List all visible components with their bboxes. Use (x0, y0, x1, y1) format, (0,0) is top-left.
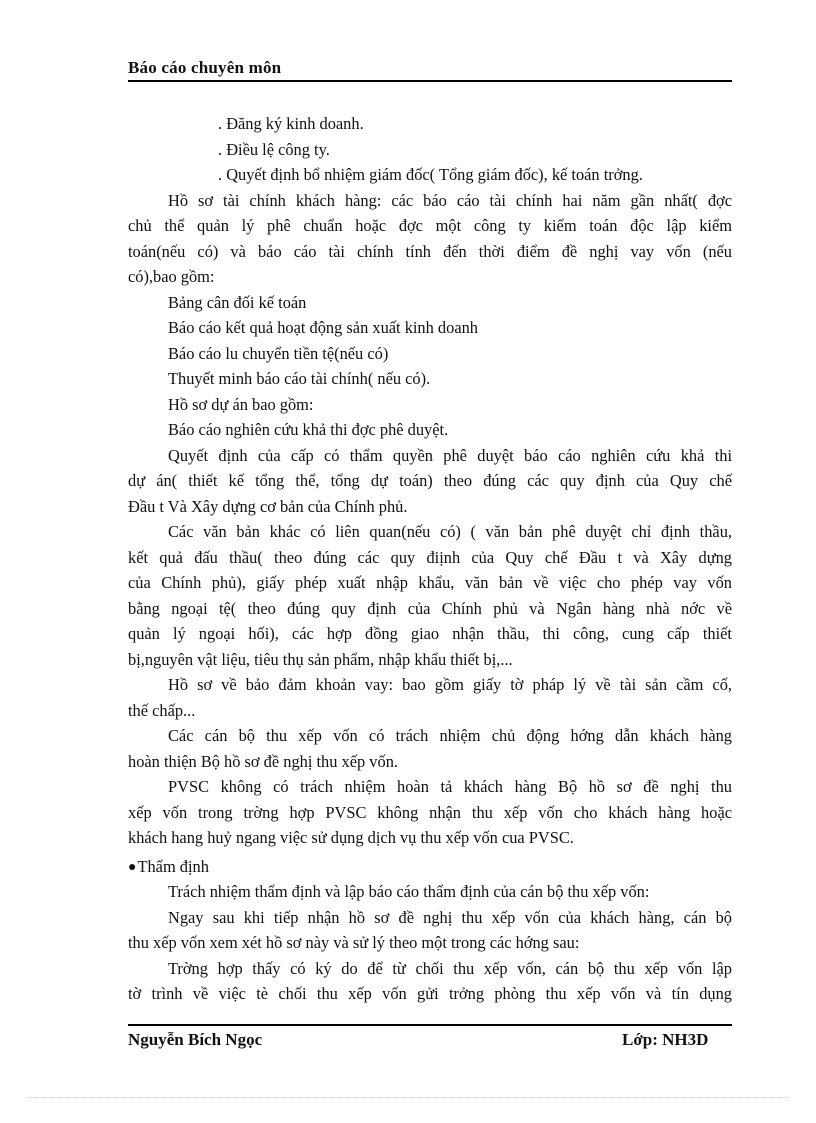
page-bottom-divider (28, 1097, 788, 1098)
paragraph-line: Quyết định của cấp có thẩm quyền phê duyệt báo cáo nghiên cứu khả thi (168, 445, 732, 465)
paragraph-line: thế chấp... (128, 700, 196, 720)
list-item: Báo cáo kết quả hoạt động sản xuất kinh doanh (168, 318, 478, 337)
paragraph-line: Hồ sơ tài chính khách hàng: các báo cáo tài chính hai năm gần nhất( đợc (168, 190, 732, 210)
paragraph-line: Hồ sơ về bảo đảm khoản vay: bao gồm giấy tờ pháp lý về tài sản cầm cố, (168, 675, 732, 694)
section-heading (128, 854, 732, 880)
section-heading-text: Thẩm định (137, 856, 209, 876)
paragraph-line: toán(nếu có) và báo cáo tài chính tính đến thời điểm đề nghị vay vốn (nếu (128, 241, 732, 261)
paragraph-line: có),bao gồm: (128, 267, 215, 286)
paragraph-line: dự án( thiết kế tổng thể, tổng dự toán) theo đúng các quy định của Quy chế (128, 471, 732, 490)
paragraph-line: tờ trình về việc tè chối thu xếp vốn gửi trởng phòng thu xếp vốn và tín dụng (128, 984, 732, 1003)
list-item: . Đăng ký kinh doanh. (218, 114, 364, 133)
footer-rule (128, 1024, 732, 1026)
paragraph-line: khách hang huỷ ngang việc sử dụng dịch vụ thu xếp vốn cua PVSC. (128, 828, 574, 847)
bullet-icon: ● (128, 859, 137, 875)
list-item: . Điều lệ công ty. (218, 139, 330, 159)
paragraph-line: kết quả đấu thầu( theo đúng các quy điịnh của Quy chế Đầu t và Xây dựng (128, 547, 732, 567)
paragraph-line: xếp vốn trong trờng hợp PVSC không nhận thu xếp vốn cho khách hàng hoặc (128, 802, 732, 822)
list-item: Hồ sơ dự án bao gồm: (168, 394, 314, 414)
list-item: Báo cáo nghiên cứu khả thi đợc phê duyệt. (168, 420, 449, 439)
list-item: . Quyết định bổ nhiệm giám đốc( Tổng giám đốc), kế toán trởng. (218, 165, 643, 184)
paragraph-line: quản lý ngoại hối), các hợp đồng giao nhận thầu, thi công, cung cấp thiết (128, 624, 732, 643)
paragraph-line: bị,nguyên vật liệu, tiêu thụ sản phẩm, nhập khẩu thiết bị,... (128, 649, 513, 669)
paragraph-line: Các cán bộ thu xếp vốn có trách nhiệm chủ động hớng dẫn khách hàng (168, 726, 732, 745)
paragraph-line: hoàn thiện Bộ hồ sơ đề nghị thu xếp vốn. (128, 751, 398, 771)
paragraph-line: Trách nhiệm thẩm định và lập báo cáo thẩm định của cán bộ thu xếp vốn: (168, 882, 650, 901)
paragraph-line: bằng ngoại tệ( theo đúng quy định của Chính phủ và Ngân hàng nhà nớc về (128, 598, 732, 618)
paragraph-line: Ngay sau khi tiếp nhận hồ sơ đề nghị thu xếp vốn của khách hàng, cán bộ (168, 907, 732, 927)
footer-class: Lớp: NH3D (622, 1030, 709, 1049)
header-rule (128, 80, 732, 82)
document-body (128, 111, 732, 1007)
list-item: Bảng cân đối kế toán (168, 292, 307, 312)
paragraph-line: Trờng hợp thấy có ký do để từ chối thu xếp vốn, cán bộ thu xếp vốn lập (168, 958, 732, 978)
paragraph-line: của Chính phủ), giấy phép xuất nhập khẩu, văn bản về việc cho phép vay vốn (128, 573, 732, 592)
paragraph-line: PVSC không có trách nhiệm hoàn tả khách hàng Bộ hồ sơ đề nghị thu (168, 777, 732, 796)
list-item: Báo cáo lu chuyển tiền tệ(nếu có) (168, 343, 389, 363)
paragraph-line: Đầu t Và Xây dựng cơ bản của Chính phủ. (128, 496, 408, 516)
paragraph-line: chủ thể quản lý phê chuẩn hoặc đợc một công ty kiểm toán độc lập kiểm (128, 216, 732, 235)
paragraph-line: Các văn bản khác có liên quan(nếu có) ( văn bản phê duyệt chỉ định thầu, (168, 522, 732, 541)
paragraph-line: thu xếp vốn xem xét hồ sơ này và sử lý theo một trong các hớng sau: (128, 933, 580, 952)
list-item: Thuyết minh báo cáo tài chính( nếu có). (168, 369, 431, 388)
page-header-title: Báo cáo chuyên môn (128, 58, 282, 77)
footer-author: Nguyễn Bích Ngọc (128, 1030, 263, 1049)
